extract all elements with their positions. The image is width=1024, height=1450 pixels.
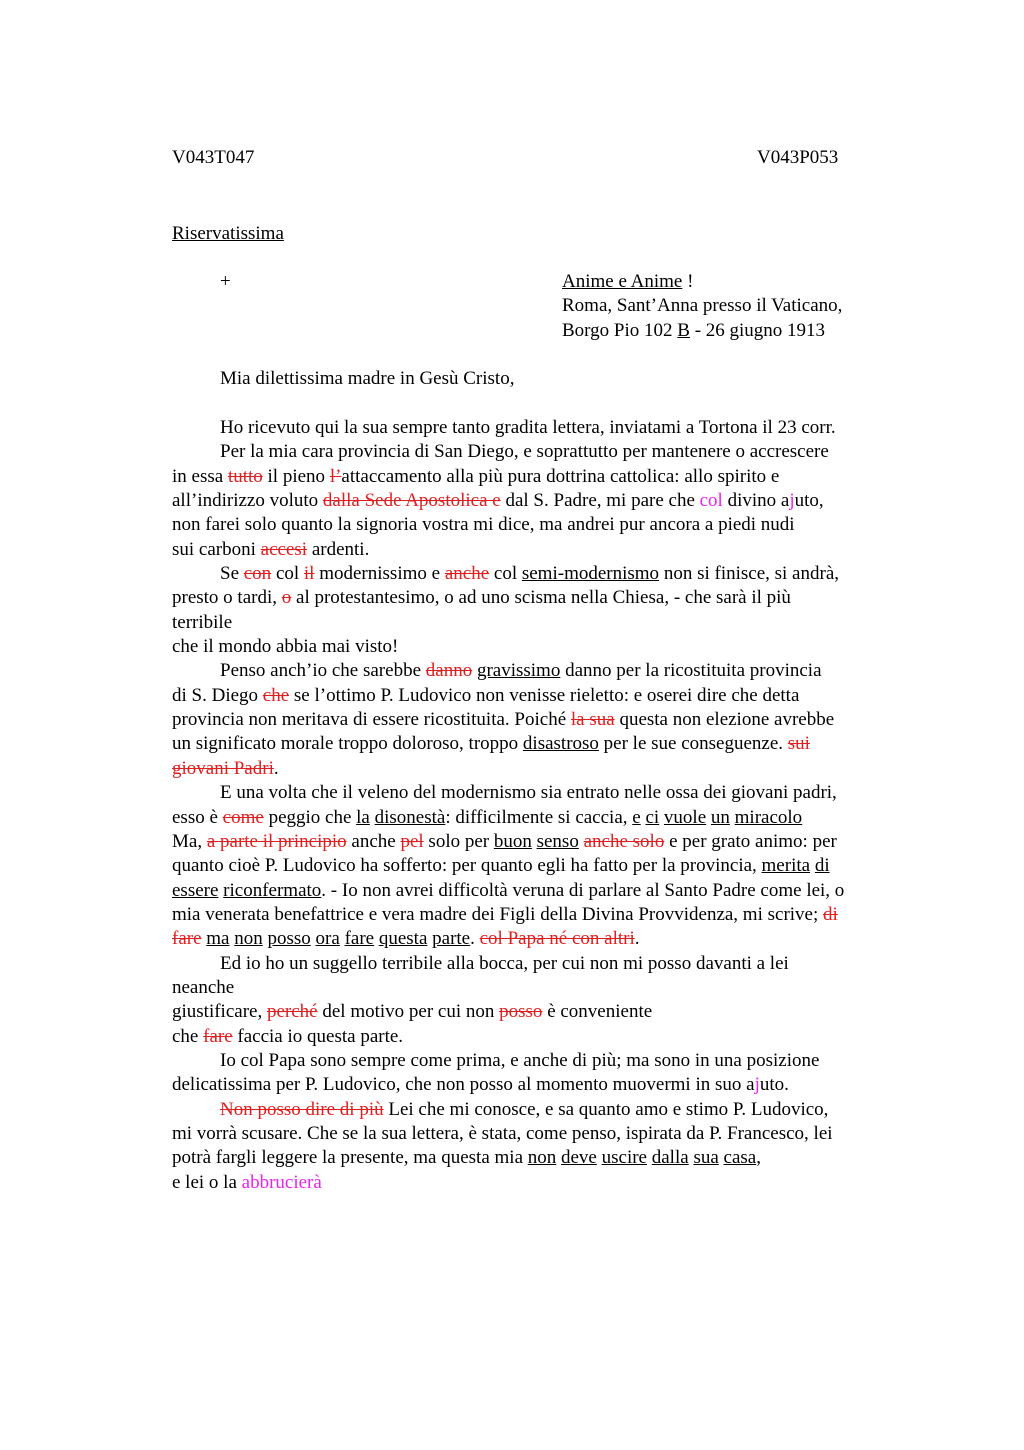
text-segment: al protestantesimo, o ad uno scisma nella Chiesa, - che sarà il più xyxy=(291,587,791,609)
text-segment: potrà fargli leggere la presente, ma questa mia xyxy=(172,1147,528,1169)
deleted-text: accesi xyxy=(260,538,308,560)
text-line xyxy=(172,732,912,756)
underlined-text: non xyxy=(234,928,263,950)
text-line xyxy=(172,952,912,976)
underlined-text: deve xyxy=(561,1147,597,1169)
text-line xyxy=(172,879,912,903)
deleted-text: o xyxy=(281,587,292,609)
underlined-text: ci xyxy=(645,806,660,828)
deleted-text: dalla Sede Apostolica e xyxy=(322,490,501,512)
text-line xyxy=(172,757,912,781)
text-segment: non si finisce, si andrà, xyxy=(659,563,839,585)
text-segment: : difficilmente si caccia, xyxy=(445,806,633,828)
underlined-text: fare xyxy=(344,928,375,950)
text-segment: attaccamento alla più pura dottrina cattolica: allo spirito e xyxy=(341,465,780,487)
text-segment: di S. Diego xyxy=(172,684,263,706)
header-address: Borgo Pio 102 xyxy=(562,319,678,341)
header-date: - 26 giugno 1913 xyxy=(689,319,826,341)
text-segment: Ma, xyxy=(172,830,207,852)
header-place: Roma, Sant’Anna presso il Vaticano, xyxy=(562,295,843,317)
text-segment: anche xyxy=(346,830,401,852)
text-segment: esso è xyxy=(172,806,223,828)
text-line xyxy=(172,416,912,440)
underlined-text: casa xyxy=(723,1147,757,1169)
text-segment: del motivo per cui non xyxy=(317,1001,500,1023)
text-segment: Ed io ho un suggello terribile alla bocca, per cui non mi posso davanti a lei xyxy=(220,952,789,974)
text-segment: non farei solo quanto la signoria vostra mi dice, ma andrei pur ancora a piedi nudi xyxy=(172,514,795,536)
salutation: Mia dilettissima madre in Gesù Cristo, xyxy=(220,368,515,389)
header-motto-suffix: ! xyxy=(682,271,694,292)
text-segment: provincia non meritava di essere ricostituita. Poiché xyxy=(172,709,571,731)
text-segment: presto o tardi, xyxy=(172,587,282,609)
underlined-text: miracolo xyxy=(734,806,803,828)
underlined-text: ora xyxy=(315,928,340,950)
text-segment: e lei o la xyxy=(172,1171,242,1193)
text-segment: solo per xyxy=(423,830,494,852)
text-segment: Se xyxy=(220,563,244,585)
underlined-text: sua xyxy=(693,1147,719,1169)
text-line xyxy=(172,830,912,854)
text-line xyxy=(172,903,912,927)
text-segment: dal S. Padre, mi pare che xyxy=(500,490,700,512)
deleted-text: perché xyxy=(266,1001,318,1023)
underlined-text: merita xyxy=(761,855,811,877)
text-line xyxy=(172,708,912,732)
header-address-date xyxy=(562,319,842,343)
text-segment: . - Io non avrei difficoltà veruna di parlare al Santo Padre come lei, o xyxy=(321,879,845,901)
deleted-text: anche xyxy=(444,563,490,585)
text-line xyxy=(172,1171,912,1195)
underlined-text: uscire xyxy=(601,1147,647,1169)
text-line xyxy=(172,781,912,805)
deleted-text: a parte il principio xyxy=(206,830,347,852)
text-segment: per le sue conseguenze. xyxy=(598,733,788,755)
text-segment: uto. xyxy=(759,1074,789,1096)
underlined-text: gravissimo xyxy=(476,660,561,682)
text-line xyxy=(172,611,912,635)
deleted-text: Non posso dire di più xyxy=(220,1098,384,1120)
deleted-text: come xyxy=(222,806,264,828)
document-code-right: V043P053 xyxy=(757,147,839,168)
text-segment: . xyxy=(634,928,640,950)
text-segment: E una volta che il veleno del modernismo sia entrato nelle ossa dei giovani padri, xyxy=(220,782,837,804)
text-segment: Lei che mi conosce, e sa quanto amo e stimo P. Ludovico, xyxy=(383,1098,829,1120)
underlined-text: disastroso xyxy=(522,733,599,755)
text-line xyxy=(172,1122,912,1146)
text-line xyxy=(172,586,912,610)
text-segment: . xyxy=(470,928,480,950)
text-segment: mia venerata benefattrice e vera madre dei Figli della Divina Provvidenza, mi scrive; xyxy=(172,903,824,925)
deleted-text: fare xyxy=(203,1025,233,1047)
text-segment: danno per la ricostituita provincia xyxy=(560,660,822,682)
deleted-text: di xyxy=(823,903,838,925)
text-segment: . xyxy=(273,757,279,779)
text-segment: neanche xyxy=(172,976,235,998)
text-segment: uto, xyxy=(794,490,824,512)
text-segment: questa non elezione avrebbe xyxy=(614,709,835,731)
underlined-text: senso xyxy=(536,830,579,852)
text-line xyxy=(172,1000,912,1024)
deleted-text: con xyxy=(243,563,272,585)
underlined-text: e xyxy=(632,806,641,828)
deleted-text: posso xyxy=(499,1001,543,1023)
underlined-text: posso xyxy=(267,928,311,950)
text-segment: col xyxy=(489,563,522,585)
underlined-text: questa xyxy=(378,928,428,950)
text-line xyxy=(172,976,912,1000)
text-line xyxy=(172,854,912,878)
text-line xyxy=(172,562,912,586)
underlined-text: essere xyxy=(172,879,219,901)
text-segment: col xyxy=(271,563,304,585)
inserted-text: abbrucierà xyxy=(241,1171,322,1193)
cross-symbol: + xyxy=(220,271,231,292)
text-segment: e per grato animo: per xyxy=(664,830,837,852)
text-segment: modernissimo e xyxy=(314,563,445,585)
deleted-text: fare xyxy=(172,928,202,950)
header-address-letter: B xyxy=(677,319,690,341)
text-line xyxy=(172,635,912,659)
text-line xyxy=(172,1098,912,1122)
underlined-text: non xyxy=(527,1147,557,1169)
text-segment: che xyxy=(172,1025,204,1047)
text-segment: mi vorrà scusare. Che se la sua lettera, è stata, come penso, ispirata da P. Francesco, lei xyxy=(172,1122,833,1144)
underlined-text: la xyxy=(356,806,370,828)
text-line xyxy=(172,1073,912,1097)
text-segment: all’indirizzo voluto xyxy=(172,490,323,512)
text-segment: divino a xyxy=(722,490,790,512)
text-segment: ardenti. xyxy=(307,538,370,560)
deleted-text: pel xyxy=(400,830,424,852)
text-segment: in essa xyxy=(172,465,228,487)
underlined-text: dalla xyxy=(651,1147,689,1169)
underlined-text: di xyxy=(814,855,830,877)
letter-header xyxy=(562,270,842,343)
underlined-text: un xyxy=(710,806,730,828)
text-segment: quanto cioè P. Ludovico ha sofferto: per quanto egli ha fatto per la provincia, xyxy=(172,855,762,877)
text-line xyxy=(172,1146,912,1170)
inserted-text: col xyxy=(699,490,723,512)
deleted-text: giovani Padri xyxy=(172,757,274,779)
text-segment: è conveniente xyxy=(542,1001,653,1023)
text-segment: se l’ottimo P. Ludovico non venisse rieletto: e oserei dire che detta xyxy=(289,684,800,706)
text-line xyxy=(172,440,912,464)
letter-body xyxy=(172,416,912,1195)
header-motto: Anime e Anime xyxy=(562,271,683,292)
text-line xyxy=(172,684,912,708)
deleted-text: l’ xyxy=(329,465,342,487)
text-line xyxy=(172,1025,912,1049)
text-segment: un significato morale troppo doloroso, troppo xyxy=(172,733,523,755)
deleted-text: danno xyxy=(425,660,473,682)
text-segment: terribile xyxy=(172,611,233,633)
header-motto-line xyxy=(562,270,842,294)
deleted-text: che xyxy=(262,684,290,706)
text-segment: Ho ricevuto qui la sua sempre tanto gradita lettera, inviatami a Tortona il 23 corr. xyxy=(220,417,836,438)
text-line xyxy=(172,927,912,951)
text-line xyxy=(172,659,912,683)
deleted-text: tutto xyxy=(227,465,263,487)
text-line xyxy=(172,806,912,830)
text-segment: , xyxy=(756,1147,761,1169)
underlined-text: ma xyxy=(206,928,230,950)
text-segment: peggio che xyxy=(263,806,357,828)
text-line xyxy=(172,489,912,513)
underlined-text: semi-modernismo xyxy=(521,563,660,585)
underlined-text: riconfermato xyxy=(223,879,322,901)
text-line xyxy=(172,513,912,537)
text-line xyxy=(172,538,912,562)
underlined-text: buon xyxy=(493,830,532,852)
deleted-text: col Papa né con altri xyxy=(479,928,635,950)
text-segment: Per la mia cara provincia di San Diego, e soprattutto per mantenere o accrescere xyxy=(220,441,829,463)
inserted-text: j xyxy=(789,490,795,512)
text-segment: Io col Papa sono sempre come prima, e anche di più; ma sono in una posizione xyxy=(220,1049,820,1071)
deleted-text: il xyxy=(303,563,315,585)
deleted-text: sui xyxy=(787,733,810,755)
text-segment: il pieno xyxy=(262,465,330,487)
inserted-text: j xyxy=(754,1074,760,1096)
letter-heading: Riservatissima xyxy=(172,223,284,244)
text-segment: giustificare, xyxy=(172,1001,267,1023)
underlined-text: disonestà xyxy=(374,806,446,828)
document-code-left: V043T047 xyxy=(172,147,255,168)
text-segment: sui carboni xyxy=(172,538,261,560)
text-segment: che il mondo abbia mai visto! xyxy=(172,636,399,658)
text-line xyxy=(172,465,912,489)
text-segment: faccia io questa parte. xyxy=(232,1025,404,1047)
underlined-text: vuole xyxy=(663,806,707,828)
text-segment: delicatissima per P. Ludovico, che non posso al momento muovermi in suo a xyxy=(172,1074,755,1096)
deleted-text: anche solo xyxy=(583,830,665,852)
deleted-text: la sua xyxy=(570,709,615,731)
text-segment: Penso anch’io che sarebbe xyxy=(220,660,426,682)
text-line xyxy=(172,1049,912,1073)
underlined-text: parte xyxy=(432,928,471,950)
